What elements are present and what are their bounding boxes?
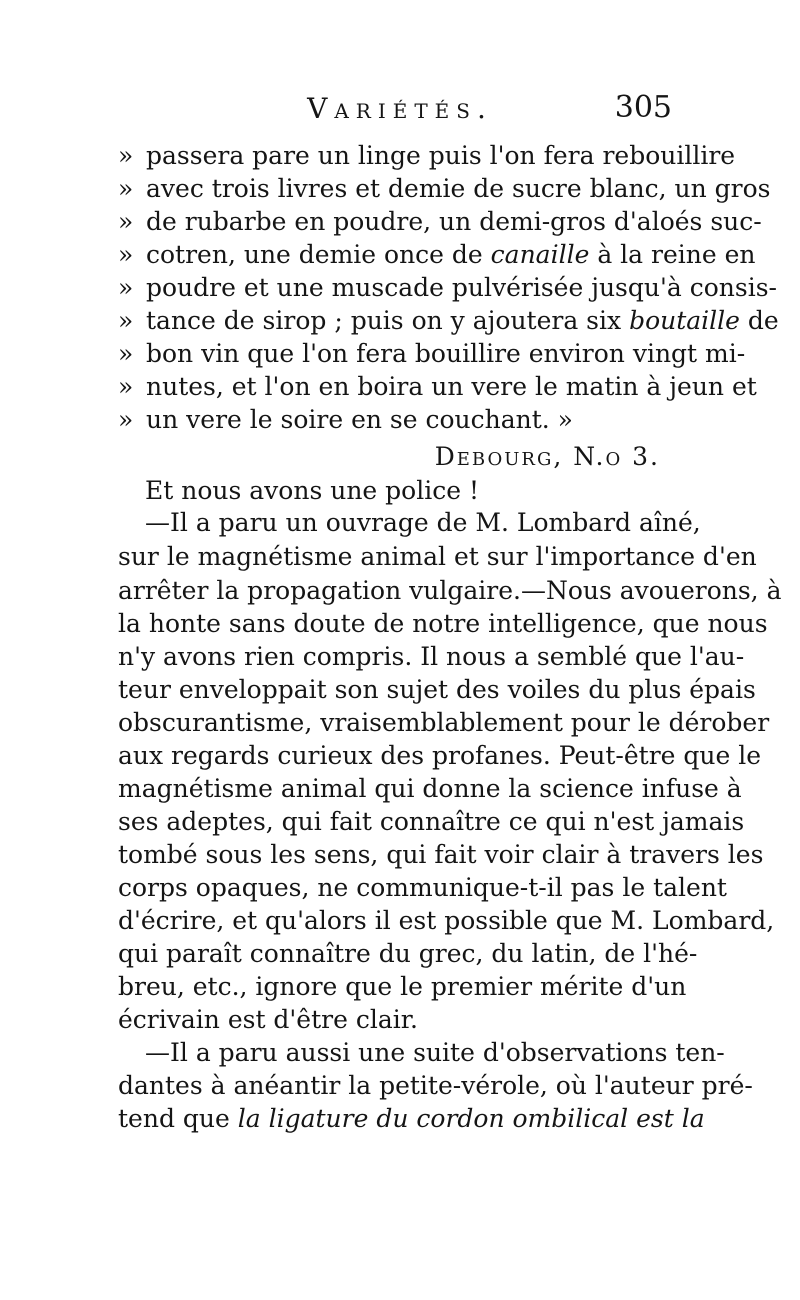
quote-text: cotren, une demie once de canaille à la reine en <box>146 240 756 269</box>
paragraph-text: teur enveloppait son sujet des voiles du plus épais <box>118 675 756 704</box>
quote-line <box>0 337 800 371</box>
quote-line <box>0 205 800 239</box>
paragraph-line <box>0 739 800 773</box>
paragraph-line <box>0 607 800 641</box>
quote-text: bon vin que l'on fera bouillire environ vingt mi- <box>146 339 746 368</box>
quote-text: nutes, et l'on en boira un vere le matin à jeun et <box>146 372 757 401</box>
exclamation-line <box>0 474 800 508</box>
paragraph-line <box>0 871 800 905</box>
paragraph-line <box>0 937 800 971</box>
quote-mark: » <box>118 141 134 170</box>
paragraph-line <box>0 904 800 938</box>
paragraph-text: magnétisme animal qui donne la science infuse à <box>118 774 742 803</box>
quote-line <box>0 139 800 173</box>
paragraph-line <box>0 506 800 540</box>
paragraph-text: dantes à anéantir la petite-vérole, où l'auteur pré- <box>118 1071 753 1100</box>
paragraph-text: aux regards curieux des profanes. Peut-être que le <box>118 741 762 770</box>
paragraph-line <box>0 640 800 674</box>
paragraph-text: corps opaques, ne communique-t-il pas le talent <box>118 873 727 902</box>
exclamation: Et nous avons une police ! <box>145 476 480 505</box>
paragraph-line <box>0 1003 800 1037</box>
quote-text: passera pare un linge puis l'on fera rebouillire <box>146 141 736 170</box>
paragraph-text: n'y avons rien compris. Il nous a semblé que l'au- <box>118 642 745 671</box>
paragraph-line <box>0 970 800 1004</box>
paragraph-line <box>0 540 800 574</box>
signature-line <box>0 440 800 474</box>
paragraph-line <box>0 574 800 608</box>
running-head: Variétés. <box>307 92 493 125</box>
quote-line <box>0 403 800 437</box>
paragraph-text: la honte sans doute de notre intelligence, que nous <box>118 609 768 638</box>
quote-text: tance de sirop ; puis on y ajoutera six boutaille de <box>146 306 779 335</box>
paragraph-text: tombé sous les sens, qui fait voir clair à travers les <box>118 840 764 869</box>
quote-mark: » <box>118 174 134 203</box>
paragraph-text: qui paraît connaître du grec, du latin, de l'hé- <box>118 939 698 968</box>
paragraph-text: obscurantisme, vraisemblablement pour le dérober <box>118 708 770 737</box>
quote-mark: » <box>118 240 134 269</box>
paragraph-line <box>0 673 800 707</box>
paragraph-text: ses adeptes, qui fait connaître ce qui n'est jamais <box>118 807 745 836</box>
paragraph-line <box>0 805 800 839</box>
paragraph-line <box>0 1069 800 1103</box>
quote-line <box>0 238 800 272</box>
paragraph-line <box>0 838 800 872</box>
paragraph-text: écrivain est d'être clair. <box>118 1005 418 1034</box>
paragraph-text: breu, etc., ignore que le premier mérite d'un <box>118 972 687 1001</box>
quote-mark: » <box>118 207 134 236</box>
quote-text: avec trois livres et demie de sucre blanc, un gros <box>146 174 771 203</box>
italic-word: canaille <box>490 240 590 269</box>
quote-text: un vere le soire en se couchant. » <box>146 405 573 434</box>
paragraph-line <box>0 706 800 740</box>
quote-mark: » <box>118 339 134 368</box>
paragraph-line <box>0 1102 800 1136</box>
quote-line <box>0 271 800 305</box>
italic-word: boutaille <box>629 306 740 335</box>
quote-mark: » <box>118 405 134 434</box>
paragraph-text: tend que la ligature du cordon ombilical est la <box>118 1104 705 1133</box>
italic-phrase: la ligature du cordon ombilical est la <box>237 1104 705 1133</box>
quote-text: poudre et une muscade pulvérisée jusqu'à consis- <box>146 273 777 302</box>
quote-line <box>0 304 800 338</box>
quote-mark: » <box>118 273 134 302</box>
quote-mark: » <box>118 372 134 401</box>
paragraph-text: d'écrire, et qu'alors il est possible que M. Lombard, <box>118 906 775 935</box>
paragraph-line <box>0 772 800 806</box>
paragraph-line <box>0 1036 800 1070</box>
quote-text: de rubarbe en poudre, un demi-gros d'aloés suc- <box>146 207 762 236</box>
paragraph-text: —Il a paru aussi une suite d'observations ten- <box>145 1038 725 1067</box>
paragraph-text: sur le magnétisme animal et sur l'importance d'en <box>118 542 757 571</box>
paragraph-text: arrêter la propagation vulgaire.—Nous avouerons, à <box>118 576 782 605</box>
page-header <box>0 92 800 132</box>
quote-mark: » <box>118 306 134 335</box>
quote-line <box>0 172 800 206</box>
page-number: 305 <box>614 90 672 125</box>
quote-line <box>0 370 800 404</box>
signature: Debourg, N.o 3. <box>434 442 660 471</box>
paragraph-text: —Il a paru un ouvrage de M. Lombard aîné, <box>145 508 701 537</box>
